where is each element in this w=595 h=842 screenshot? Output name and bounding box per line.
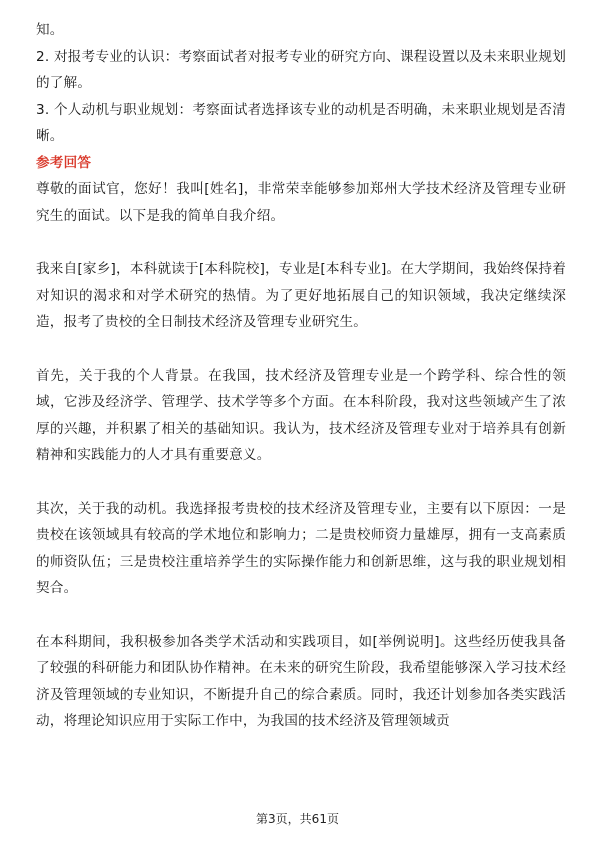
- section-heading-reference-answer: 参考回答: [36, 154, 92, 171]
- paragraph-spacer: [36, 469, 566, 496]
- paragraph-personal-background: 首先，关于我的个人背景。在我国，技术经济及管理专业是一个跨学科、综合性的领域，它涉及经济学、管理学、技术学等多个方面。在本科阶段，我对这些领域产生了浓厚的兴趣，并积累了相关的基础知识。我认为，技术经济及管理专业对于培养具有创新精神和实践能力的人才具有重要意义。: [36, 367, 566, 463]
- paragraph-undergrad-activities: 在本科期间，我积极参加各类学术活动和实践项目，如[举例说明]。这些经历使我具备了较强的科研能力和团队协作精神。在未来的研究生阶段，我希望能够深入学习技术经济及管理领域的专业知识，不断提升自己的综合素质。同时，我还计划参加各类实践活动，将理论知识应用于实际工作中，为我国的技术经济及管理领域贡: [36, 633, 566, 729]
- list-item-major-understanding: 2. 对报考专业的认识：考察面试者对报考专业的研究方向、课程设置以及未来职业规划的了解。: [36, 48, 566, 91]
- paragraph-greeting: 尊敬的面试官，您好！我叫[姓名]，非常荣幸能够参加郑州大学技术经济及管理专业研究生的面试。以下是我的简单自我介绍。: [36, 181, 566, 224]
- paragraph-spacer: [36, 336, 566, 363]
- paragraph-spacer: [36, 229, 566, 256]
- paragraph-motivation: 其次，关于我的动机。我选择报考贵校的技术经济及管理专业，主要有以下原因：一是贵校在该领域具有较高的学术地位和影响力；二是贵校师资力量雄厚，拥有一支高素质的师资队伍；三是贵校注重培养学生的实际操作能力和创新思维，这与我的职业规划相契合。: [36, 500, 566, 596]
- paragraph-spacer: [36, 602, 566, 629]
- list-item-motivation-career: 3. 个人动机与职业规划：考察面试者选择该专业的动机是否明确，未来职业规划是否清晰。: [36, 101, 566, 144]
- page-number-footer: 第3页，共61页: [256, 812, 339, 826]
- paragraph-continuation: 知。: [36, 22, 64, 38]
- paragraph-background: 我来自[家乡]，本科就读于[本科院校]，专业是[本科专业]。在大学期间，我始终保持着对知识的渴求和对学术研究的热情。为了更好地拓展自己的知识领域，我决定继续深造，报考了贵校的全日制技术经济及管理专业研究生。: [36, 261, 566, 330]
- document-body: [36, 17, 566, 735]
